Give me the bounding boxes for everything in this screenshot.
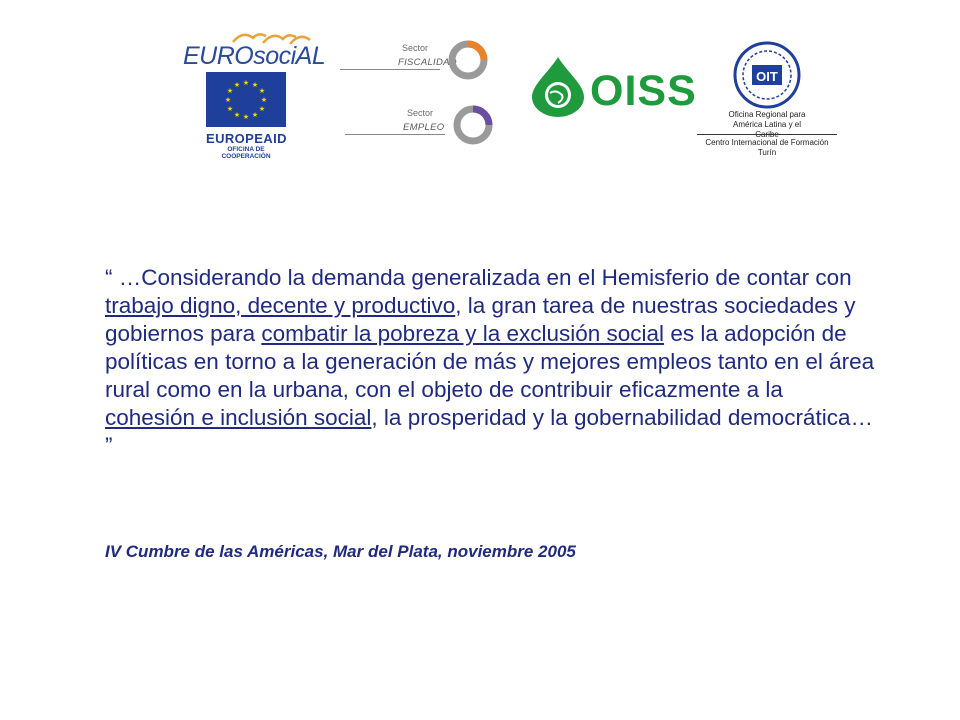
oit-logo — [692, 40, 842, 170]
ring-icon — [450, 102, 496, 148]
quote-underlined: trabajo digno, decente y productivo — [105, 293, 456, 318]
quote-text: es la adopción de políticas en torno a la generación de más y mejores empleos tanto en el área rural como en la urbana, con el objeto de contribuir eficazmente a la — [105, 321, 875, 402]
svg-text:★: ★ — [251, 81, 259, 89]
quote-text: “ …Considerando la demanda generalizada en el Hemisferio de contar con — [105, 265, 852, 290]
oit-rule — [697, 134, 837, 135]
europeaid-name: EUROPEAID — [206, 131, 287, 146]
quote-underlined: combatir la pobreza y la exclusión social — [261, 321, 665, 346]
oit-office-text: Oficina Regional para América Latina y el — [728, 110, 806, 129]
quote-underlined: cohesión e inclusión social — [105, 405, 372, 430]
sector-fiscalidad-logo — [340, 37, 490, 87]
ring-icon — [445, 37, 491, 83]
oit-emblem-text: OIT — [756, 69, 778, 84]
svg-text:★: ★ — [242, 113, 250, 121]
oit-emblem-icon — [732, 40, 802, 110]
svg-text:★: ★ — [251, 111, 259, 119]
europeaid-subtitle: OFICINA DE COOPERACIÓN — [221, 146, 271, 160]
eu-flag-icon — [206, 72, 286, 127]
eurosocial-logo — [183, 28, 326, 73]
sector-rule — [340, 69, 440, 70]
svg-text:★: ★ — [242, 79, 250, 87]
svg-text:★: ★ — [260, 96, 268, 104]
sector-label: Sector — [407, 108, 434, 118]
sector-rule — [345, 134, 445, 135]
svg-text:★: ★ — [258, 87, 266, 95]
quote-text: , la gran tarea de nuestras sociedades y gobiernos para — [105, 293, 856, 346]
svg-text:★: ★ — [233, 111, 241, 119]
quote-text: , la prosperidad y la gobernabilidad democrática… ” — [105, 405, 873, 458]
svg-text:★: ★ — [224, 96, 232, 104]
quote-paragraph — [105, 264, 875, 460]
citation: IV Cumbre de las Américas, Mar del Plata, noviembre 2005 — [105, 542, 576, 561]
drop-globe-icon — [528, 55, 588, 117]
eurosocial-wordmark: EUROsociAL — [183, 42, 326, 70]
oiss-logo — [528, 55, 698, 117]
sector-empleo-logo — [345, 102, 495, 152]
sector-label: Sector — [402, 43, 429, 53]
oiss-wordmark: OISS — [590, 67, 697, 115]
svg-text:★: ★ — [258, 105, 266, 113]
svg-text:★: ★ — [233, 81, 241, 89]
europeaid-logo — [206, 72, 286, 159]
sector-name: FISCALIDAD — [398, 57, 457, 68]
svg-text:★: ★ — [226, 87, 234, 95]
sector-name: EMPLEO — [403, 122, 445, 133]
oit-centre-text: Centro Internacional de Formación Turín — [705, 138, 829, 157]
svg-text:★: ★ — [226, 105, 234, 113]
